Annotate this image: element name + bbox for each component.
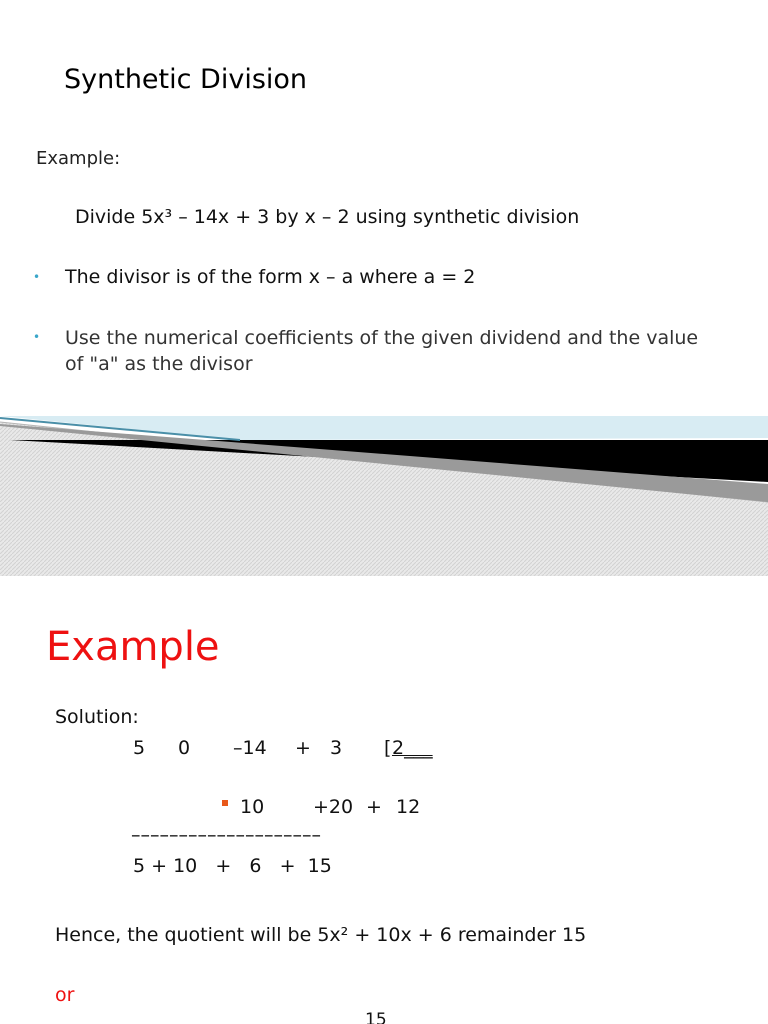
slide-title: Example — [46, 624, 220, 670]
operator: + — [366, 796, 382, 818]
coefficient: 0 — [178, 737, 191, 759]
page-number: 15 — [365, 1010, 387, 1024]
bullet-text-1: The divisor is of the form x – a where a = 2 — [65, 266, 476, 288]
divisor-value: 2___ — [392, 737, 433, 759]
product-value: +20 — [313, 796, 354, 818]
product-value: 12 — [396, 796, 421, 818]
divisor-bracket: [ — [384, 737, 392, 759]
coefficient: 3 — [330, 737, 343, 759]
bullet-icon: • — [33, 270, 41, 284]
result-row: 5 + 10 + 6 + 15 — [133, 855, 332, 877]
slide-example — [0, 576, 768, 1024]
coefficient: 5 — [133, 737, 146, 759]
bullet-icon: • — [33, 330, 41, 344]
example-label: Example: — [36, 148, 121, 169]
divider-line: –––––––––––––––––––– — [131, 824, 321, 846]
coefficient: –14 — [233, 737, 267, 759]
bullet-text-2: Use the numerical coefficients of the given dividend and the value of "a" as the divisor — [65, 327, 699, 375]
solution-label: Solution: — [55, 706, 139, 728]
slide-title: Synthetic Division — [64, 64, 308, 95]
problem-statement: Divide 5x³ – 14x + 3 by x – 2 using synthetic division — [75, 206, 580, 228]
conclusion-text: Hence, the quotient will be 5x² + 10x + 6 remainder 15 — [55, 924, 587, 946]
or-text: or — [55, 984, 75, 1006]
orange-bullet-icon — [222, 800, 228, 806]
operator: + — [295, 737, 311, 759]
decorative-banner — [0, 410, 768, 576]
product-value: 10 — [240, 796, 265, 818]
